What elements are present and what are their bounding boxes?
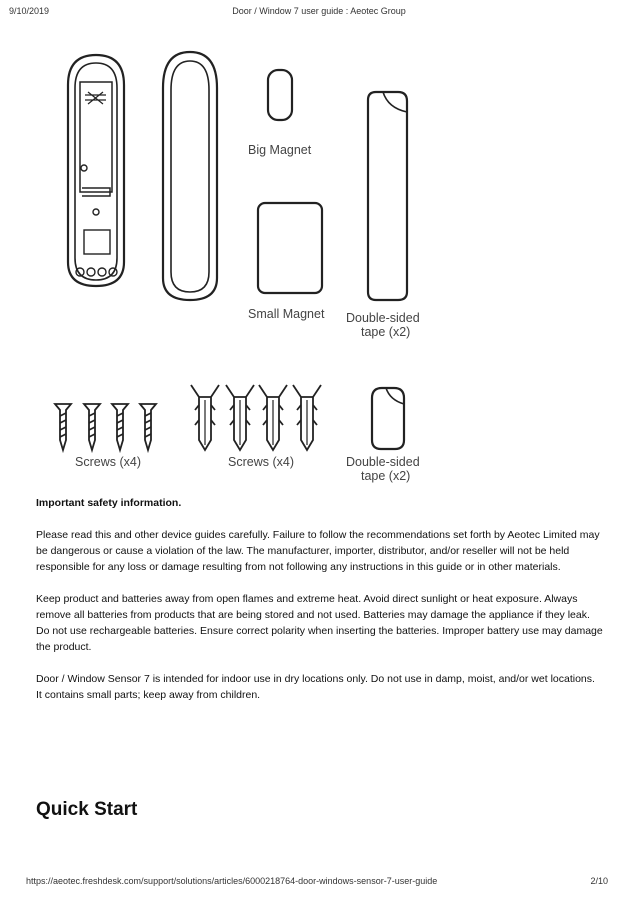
- safety-paragraph-2: Keep product and batteries away from open flames and extreme heat. Avoid direct sunlight or heat exposure. Always remove all batteries from products that are being stored and not used. Batteries may damage the appliance if they leak. Do not use rechargeable batteries. Ensure correct polarity when inserting the batteries. Improper battery use may damage the product.: [36, 593, 603, 653]
- screws-left-label: Screws (x4): [75, 455, 141, 469]
- page-number: 2/10: [590, 876, 608, 886]
- footer-url: https://aeotec.freshdesk.com/support/solutions/articles/6000218764-door-windows-sensor-7-user-guide: [26, 876, 438, 886]
- tape-label-line2: tape (x2): [361, 325, 411, 339]
- safety-paragraph-3b: It contains small parts; keep away from children.: [36, 689, 261, 701]
- quick-start-heading: Quick Start: [36, 799, 138, 820]
- sensor-front-housing: [163, 52, 217, 300]
- anchors-group-right: [191, 385, 321, 450]
- big-magnet-shape: [268, 70, 292, 120]
- print-date: 9/10/2019: [9, 6, 50, 16]
- tape2-label-line2: tape (x2): [361, 469, 411, 483]
- screws-right-label: Screws (x4): [228, 455, 294, 469]
- screws-group-left: [55, 404, 156, 450]
- package-contents-illustration: [0, 40, 638, 490]
- tape-label-line1: Double-sided: [346, 311, 420, 325]
- safety-section: [36, 495, 606, 703]
- big-magnet-label: Big Magnet: [248, 143, 312, 157]
- tape2-label-line1: Double-sided: [346, 455, 420, 469]
- small-magnet-label: Small Magnet: [248, 307, 325, 321]
- safety-heading: Important safety information.: [36, 497, 182, 509]
- page-header-title: Door / Window 7 user guide : Aeotec Group: [232, 6, 406, 16]
- tape-strip-tall: [368, 92, 407, 300]
- tape-strip-small: [372, 388, 404, 449]
- sensor-back-housing: [68, 55, 124, 286]
- safety-paragraph-1: Please read this and other device guides carefully. Failure to follow the recommendations set forth by Aeotec Limited may be dangerous or cause a violation of the law. The manufacturer, importer, distributor, and/or reseller will not be held responsible for any loss or damage resulting from not following any instructions in this guide or in other materials.: [36, 529, 600, 573]
- safety-paragraph-3a: Door / Window Sensor 7 is intended for indoor use in dry locations only. Do not use in damp, moist, and/or wet locations.: [36, 673, 595, 685]
- small-magnet-shape: [258, 203, 322, 293]
